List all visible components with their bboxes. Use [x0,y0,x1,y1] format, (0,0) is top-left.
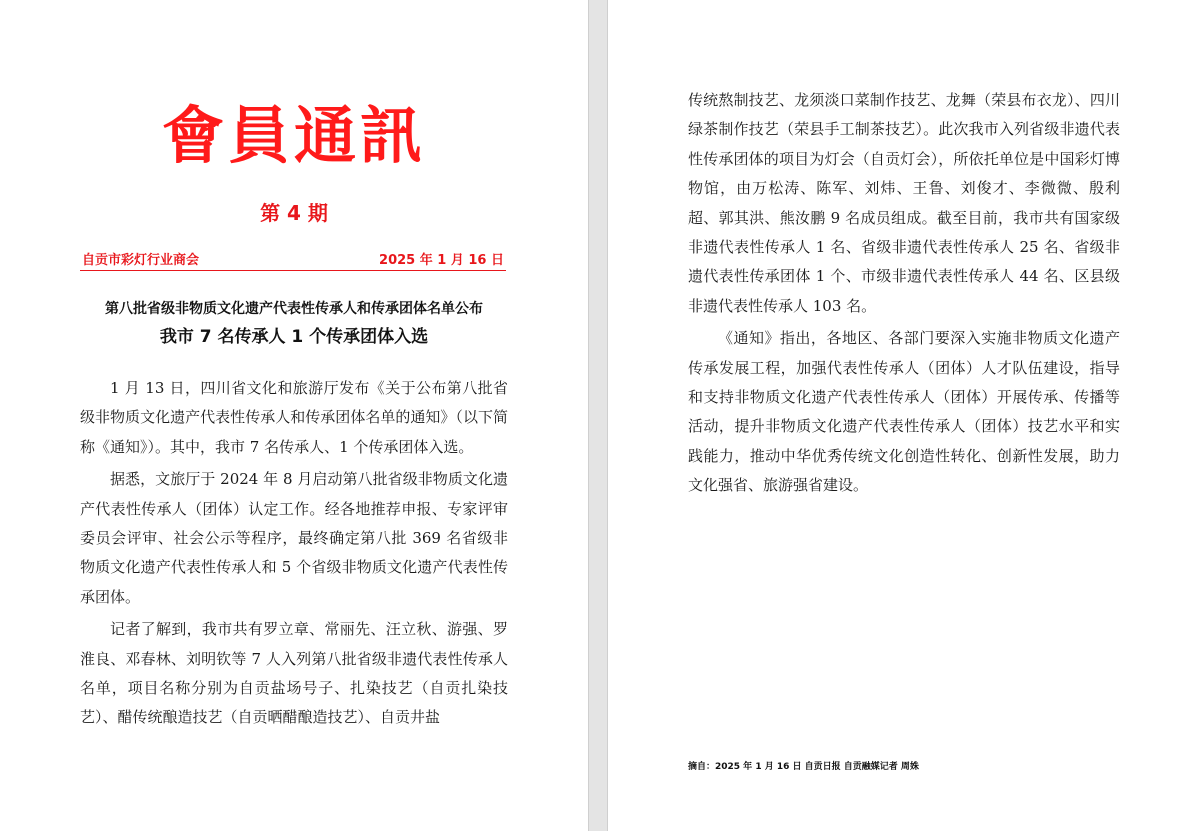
article-body-left [80,374,508,733]
page-gutter [588,0,608,831]
article-source: 摘自：2025 年 1 月 16 日 自贡日报 自贡融媒记者 周姝 [688,762,919,772]
paragraph: 记者了解到，我市共有罗立章、常丽先、汪立秋、游强、罗淮良、邓春林、刘明钦等 7 人入列第八批省级非遗代表性传承人名单，项目名称分别为自贡盐场号子、扎染技艺（自贡扎染技艺）、醋传统酿造技艺（自贡晒醋酿造技艺）、自贡井盐 [80,620,508,727]
paragraph: 1 月 13 日，四川省文化和旅游厅发布《关于公布第八批省级非物质文化遗产代表性传承人和传承团体名单的通知》（以下简称《通知》）。其中，我市 7 名传承人、1 个传承团体入选。 [80,379,508,456]
issue-date: 2025 年 1 月 16 日 [379,253,504,268]
issue-number: 第 4 期 [260,201,328,225]
paragraph: 《通知》指出，各地区、各部门要深入实施非物质文化遗产传承发展工程，加强代表性传承人（团体）人才队伍建设，指导和支持非物质文化遗产代表性传承人（团体）开展传承、传播等活动，提升非物质文化遗产代表性传承人（团体）技艺水平和实践能力，推动中华优秀传统文化创造性转化、创新性发展，助力文化强省、旅游强省建设。 [688,329,1120,495]
article-body-right [688,86,1120,501]
article-headline: 我市 7 名传承人 1 个传承团体入选 [159,327,429,347]
article-subheading: 第八批省级非物质文化遗产代表性传承人和传承团体名单公布 [105,301,483,317]
paragraph: 据悉，文旅厅于 2024 年 8 月启动第八批省级非物质文化遗产代表性传承人（团体）认定工作。经各地推荐申报、专家评审委员会评审、社会公示等程序，最终确定第八批 369 名省级非物质文化遗产代表性传承人和 5 个省级非物质文化遗产代表性传承团体。 [80,470,508,606]
newsletter-title: 會員通訊 [161,99,426,172]
left-page [0,0,588,831]
issue-banner [80,252,506,271]
paragraph: 传统熬制技艺、龙须淡口菜制作技艺、龙舞（荣县布衣龙）、四川绿茶制作技艺（荣县手工制茶技艺）。此次我市入列省级非遗代表性传承团体的项目为灯会（自贡灯会），所依托单位是中国彩灯博物馆，由万松涛、陈军、刘炜、王鲁、刘俊才、李微微、殷利超、郭其洪、熊汝鹏 9 名成员组成。截至目前，我市共有国家级非遗代表性传承人 1 名、省级非遗代表性传承人 25 名、省级非遗代表性传承团体 1 个、市级非遗代表性传承人 44 名、区县级非遗代表性传承人 103 名。 [688,91,1120,315]
organization-name: 自贡市彩灯行业商会 [82,253,200,268]
right-page [608,0,1193,831]
